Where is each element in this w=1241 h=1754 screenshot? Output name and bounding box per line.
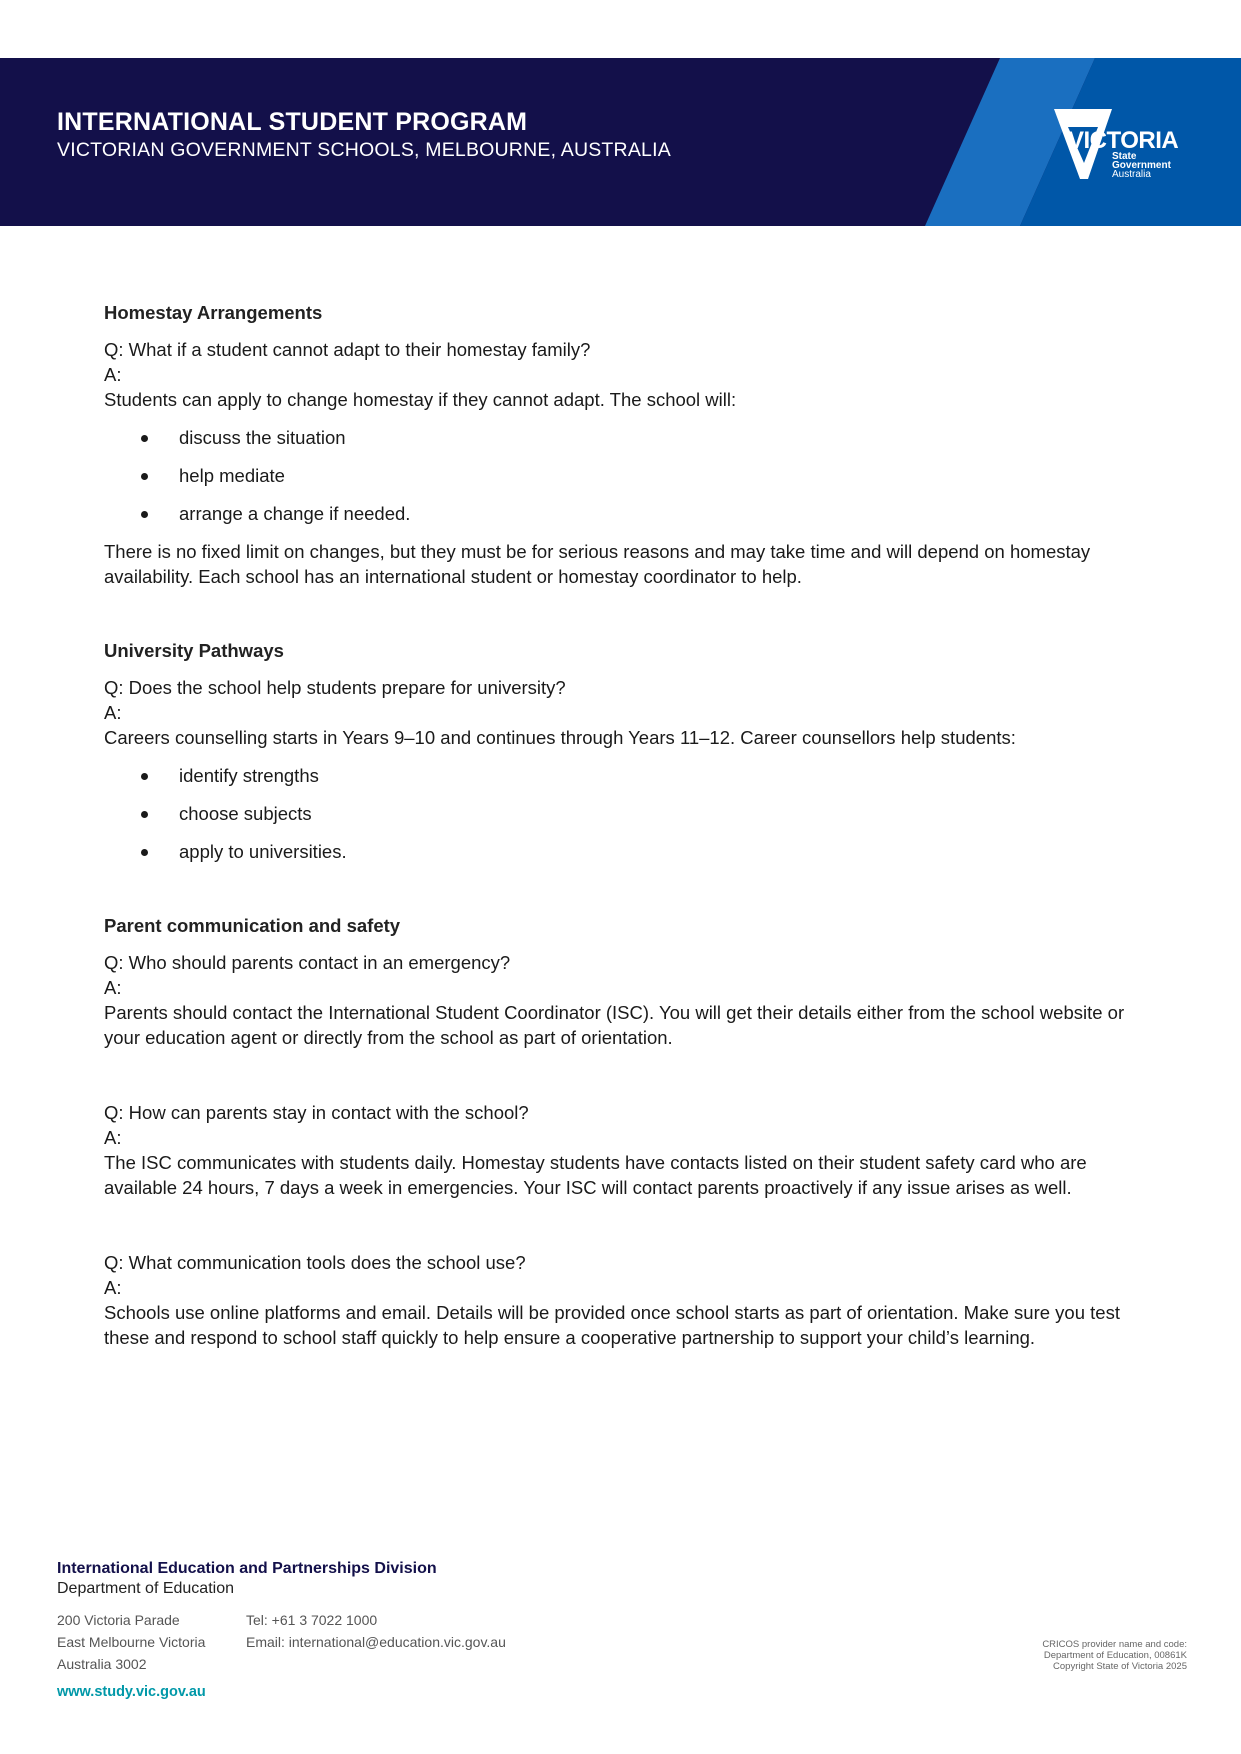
phone-number: Tel: +61 3 7022 1000 — [246, 1612, 378, 1628]
question: Q: What communication tools does the school use? — [104, 1252, 526, 1273]
bullet-icon — [141, 811, 148, 818]
qa-item — [104, 675, 1144, 864]
list-item-text: apply to universities. — [179, 841, 347, 862]
cricos-line: Copyright State of Victoria 2025 — [1053, 1661, 1187, 1672]
answer: Careers counselling starts in Years 9–10 and continues through Years 11–12. Career counsellors help students: — [104, 727, 1016, 748]
qa-item — [104, 1100, 1144, 1200]
logo-subtext — [1112, 152, 1182, 179]
answer-label: A: — [104, 977, 122, 998]
website-link[interactable]: www.study.vic.gov.au — [57, 1684, 206, 1700]
contact-details — [246, 1609, 506, 1653]
division-name: International Education and Partnerships Division — [57, 1560, 437, 1577]
list-item-text: identify strengths — [179, 765, 319, 786]
postal-address — [57, 1609, 205, 1675]
section-homestay — [104, 300, 1144, 589]
list-item — [104, 463, 1144, 488]
address-line: Australia 3002 — [57, 1656, 147, 1672]
answer-label: A: — [104, 1277, 122, 1298]
cricos-line: CRICOS provider name and code: — [1042, 1639, 1187, 1650]
section-title: Parent communication and safety — [104, 915, 401, 936]
section-university — [104, 638, 1144, 864]
logo-wordmark: VICTORIA — [1068, 127, 1179, 154]
qa-item — [104, 950, 1144, 1050]
address-line: East Melbourne Victoria — [57, 1634, 206, 1650]
list-item — [104, 839, 1144, 864]
question: Q: What if a student cannot adapt to their homestay family? — [104, 339, 591, 360]
bullet-icon — [141, 511, 148, 518]
victoria-state-government-logo — [1054, 109, 1184, 181]
main-content — [104, 300, 1144, 1350]
bullet-list — [104, 763, 1144, 864]
logo-line-australia: Australia — [1112, 169, 1151, 180]
list-item-text: choose subjects — [179, 803, 312, 824]
bullet-list — [104, 425, 1144, 526]
email-address[interactable]: Email: international@education.vic.gov.au — [246, 1634, 506, 1650]
list-item-text: arrange a change if needed. — [179, 503, 411, 524]
question: Q: Does the school help students prepare for university? — [104, 677, 566, 698]
section-title: University Pathways — [104, 640, 284, 661]
list-item — [104, 801, 1144, 826]
page-subtitle: VICTORIAN GOVERNMENT SCHOOLS, MELBOURNE, AUSTRALIA — [57, 139, 671, 161]
cricos-line: Department of Education, 00861K — [1043, 1650, 1187, 1661]
section-title: Homestay Arrangements — [104, 302, 323, 323]
logo-line-state: State — [1112, 151, 1137, 162]
bullet-icon — [141, 473, 148, 480]
answer: Students can apply to change homestay if they cannot adapt. The school will: — [104, 389, 737, 410]
section-parent-communication — [104, 913, 1144, 1350]
cricos-notice — [1042, 1639, 1187, 1672]
bullet-icon — [141, 849, 148, 856]
answer-label: A: — [104, 1127, 122, 1148]
answer-label: A: — [104, 364, 122, 385]
logo-line-government: Government — [1112, 160, 1171, 171]
address-line: 200 Victoria Parade — [57, 1612, 180, 1628]
qa-item — [104, 1250, 1144, 1350]
list-item — [104, 763, 1144, 788]
answer-label: A: — [104, 702, 122, 723]
answer: Parents should contact the International Student Coordinator (ISC). You will get their details either from the school website or your education agent or directly from the school as part of orientation. — [104, 1002, 1125, 1048]
list-item-text: discuss the situation — [179, 427, 346, 448]
answer: The ISC communicates with students daily. Homestay students have contacts listed on their student safety card who are available 24 hours, 7 days a week in emergencies. Your ISC will contact parents proactively if any issue arises as well. — [104, 1152, 1087, 1198]
question: Q: How can parents stay in contact with the school? — [104, 1102, 529, 1123]
answer-continued: There is no fixed limit on changes, but they must be for serious reasons and may take time and will depend on homestay availability. Each school has an international student or homestay coordinator to help. — [104, 541, 1091, 587]
bullet-icon — [141, 435, 148, 442]
list-item-text: help mediate — [179, 465, 285, 486]
answer: Schools use online platforms and email. Details will be provided once school starts as part of orientation. Make sure you test these and respond to school staff quickly to help ensure a cooperative partnership to support your child’s learning. — [104, 1302, 1120, 1348]
question: Q: Who should parents contact in an emergency? — [104, 952, 511, 973]
list-item — [104, 425, 1144, 450]
department-name: Department of Education — [57, 1580, 234, 1597]
bullet-icon — [141, 773, 148, 780]
list-item — [104, 501, 1144, 526]
qa-item — [104, 337, 1144, 589]
page-title: INTERNATIONAL STUDENT PROGRAM — [57, 108, 528, 136]
